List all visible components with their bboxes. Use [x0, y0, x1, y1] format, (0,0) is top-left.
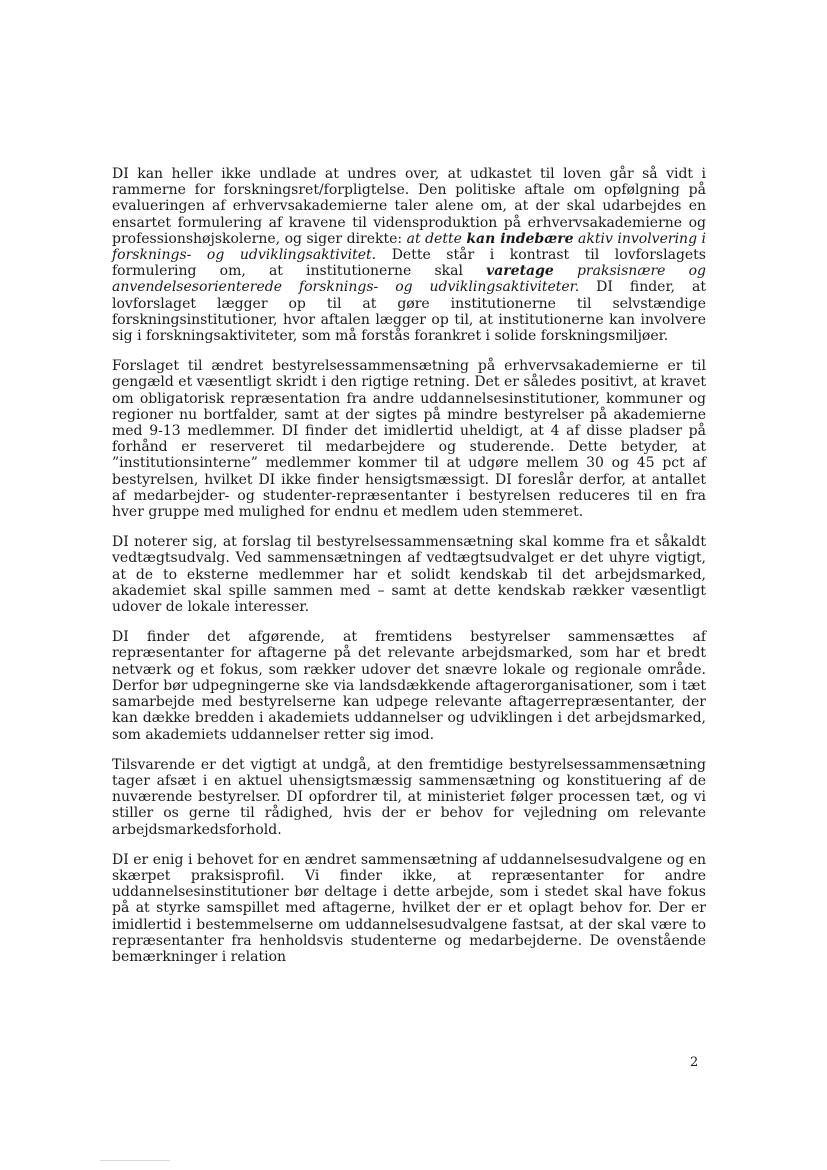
text-segment: DI kan heller ikke undlade at undres over, at udkastet til loven går så vidt i rammerne for forskningsret/forpligtelse. Den politiske aftale om opfølgning på evalueringen af erhvervsakademierne taler alene om, at der skal udarbejdes en ensartet formulering af kravene til vidensproduktion på erhvervsakademierne og professionshøjskolerne, og siger direkte: — [112, 166, 706, 247]
text-segment: Forslaget til ændret bestyrelsessammensætning på erhvervsakademierne er til gengæld et væsentligt skridt i den rigtige retning. Det er således positivt, at kravet om obligatorisk repræsentation fra andre uddannelsesinstitutioner, kommuner og regioner nu bortfalder, samt at der sigtes på mindre bestyrelser på akademierne med 9-13 medlemmer. DI finder det imidlertid uheldigt, at 4 af disse pladser på forhånd er reserveret til medarbejdere og studerende. Dette betyder, at ”institutionsinterne” medlemmer kommer til at udgøre mellem 30 og 45 pct af bestyrelsen, hvilket DI ikke finder hensigtsmæssigt. DI foreslår derfor, at antallet af medarbejder- og studenter-repræsentanter i bestyrelsen reduceres til en fra hver gruppe med mulighed for endnu et medlem uden stemmeret. — [112, 358, 706, 521]
text-segment-italic: aktiv involvering i forsknings- og udviklingsaktivitet. — [112, 230, 706, 264]
paragraph-employer-representatives — [112, 629, 706, 742]
text-segment-italic: at dette — [406, 230, 467, 247]
text-segment: DI er enig i behovet for en ændret sammensætning af uddannelsesudvalgene og en skærpet praksisprofil. Vi finder ikke, at repræsentanter for andre uddannelsesinstitutioner bør deltage i dette arbejde, som i stedet skal have fokus på at styrke samspillet med aftagerne, hvilket der er et oplagt behov for. Der er imidlertid i bestemmelserne om uddannelsesudvalgene fastsat, at der skal være to repræsentanter fra henholdsvis studenterne og medarbejderne. De ovenstående bemærkninger i relation — [112, 851, 706, 965]
paragraph-future-boards — [112, 757, 706, 838]
text-segment-bold-italic: kan indebære — [466, 230, 574, 247]
paragraph-research-obligation — [112, 166, 706, 344]
text-segment: DI finder det afgørende, at fremtidens bestyrelser sammensættes af repræsentanter for aftagerne på det relevante arbejdsmarked, som har et bredt netværk og et fokus, som rækker udover det snævre lokale og regionale område. Derfor bør udpegningerne ske via landsdækkende aftagerorganisationer, som i tæt samarbejde med bestyrelserne kan udpege relevante aftagerrepræsentanter, der kan dække bredden i akademiets uddannelser og udviklingen i det arbejdsmarked, som akademiets uddannelser retter sig imod. — [112, 629, 706, 743]
text-segment: Dette står i kontrast til lovforslagets formulering om, at institutionerne skal — [112, 247, 706, 280]
text-segment: Tilsvarende er det vigtigt at undgå, at den fremtidige bestyrelsessammensætning tager afsæt i en aktuel uhensigtsmæssig sammensætning og konstituering af de nuværende bestyrelser. DI opfordrer til, at ministeriet følger processen tæt, og vi stiller os gerne til rådighed, hvis der er behov for vejledning om relevante arbejdsmarkedsforhold. — [112, 756, 706, 838]
text-segment-italic: praksisnære og anvendelsesorienterede forsknings- og udviklingsaktiviteter. — [112, 263, 706, 296]
document-body — [112, 166, 706, 979]
paragraph-board-composition — [112, 358, 706, 520]
paragraph-statutes-committee — [112, 534, 706, 615]
paragraph-education-committees — [112, 852, 706, 965]
text-segment-bold-italic: varetage — [486, 263, 554, 280]
page-number: 2 — [690, 1055, 699, 1070]
text-segment: DI finder, at lovforslaget lægger op til at gøre institutionerne til selvstændige forskningsinstitutioner, hvor aftalen lægger op til, at institutionerne kan involvere sig i forskningsaktiviteter, som må forstås forankret i solide forskningsmiljøer. — [112, 279, 706, 345]
text-segment: DI noterer sig, at forslag til bestyrelsessammensætning skal komme fra et såkaldt vedtægtsudvalg. Ved sammensætningen af vedtægtsudvalget er det uhyre vigtigt, at de to eksterne medlemmer har et solidt kendskab til det arbejdsmarked, akademiet skal spille sammen med – samt at dette kendskab rækker væsentligt udover de lokale interesser. — [112, 534, 706, 616]
scan-artifact-line — [100, 1160, 170, 1161]
